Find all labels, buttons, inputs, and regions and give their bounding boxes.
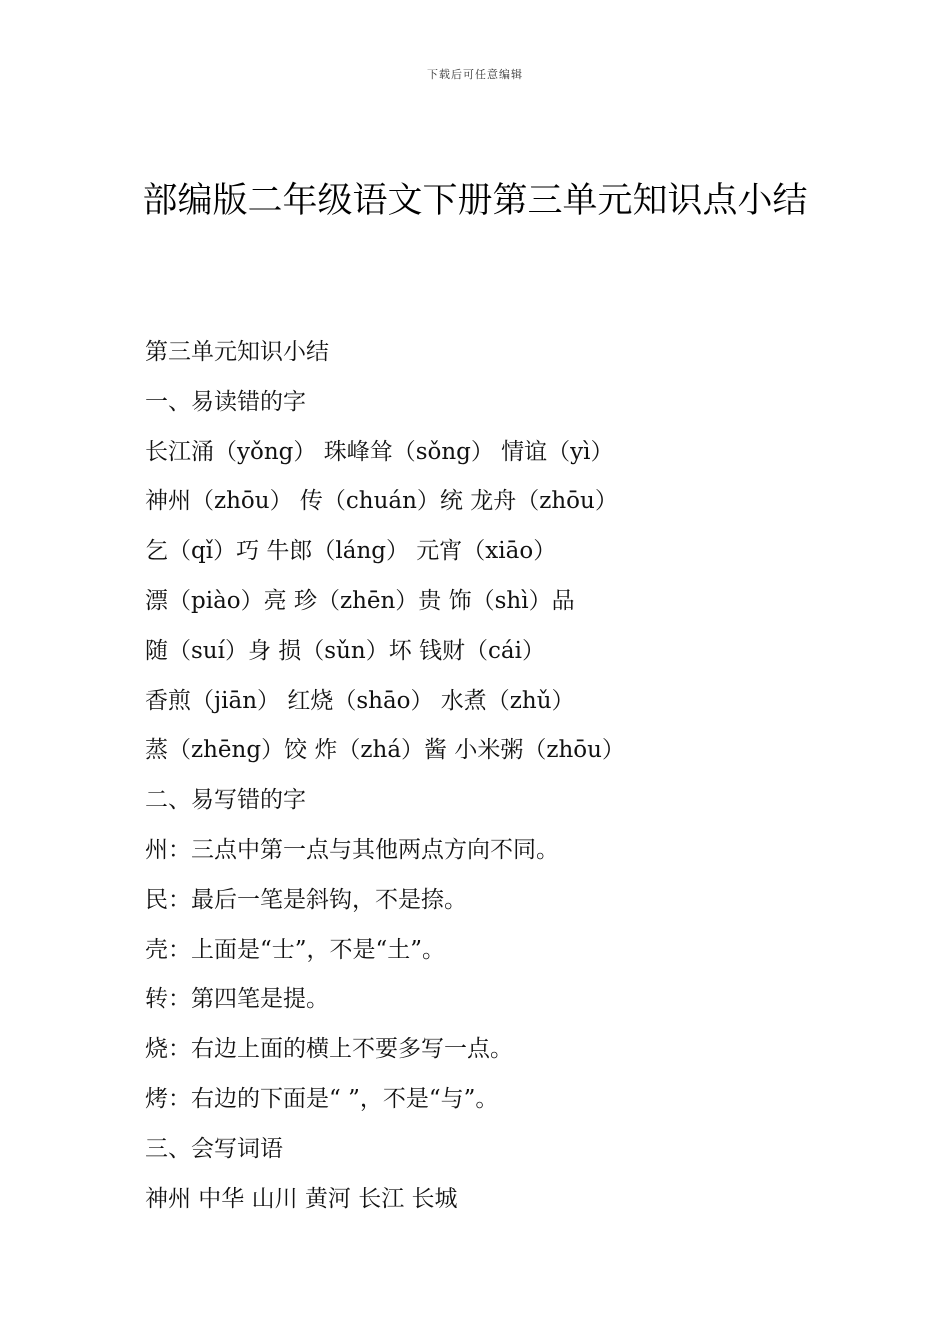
writing-tip-line: 州：三点中第一点与其他两点方向不同。 [145, 836, 559, 863]
section-heading-summary: 第三单元知识小结 [145, 339, 329, 365]
document-title: 部编版二年级语文下册第三单元知识点小结 [142, 181, 808, 221]
section-heading-vocabulary: 三、会写词语 [145, 1135, 283, 1162]
vocabulary-line: 神州 中华 山川 黄河 长江 长城 [145, 1185, 458, 1212]
pinyin-line: 随（suí）身 损（sǔn）坏 钱财（cái） [145, 637, 545, 664]
writing-tip-line: 壳：上面是“士”，不是“土”。 [145, 936, 446, 963]
writing-tip-line: 烧：右边上面的横上不要多写一点。 [145, 1036, 513, 1063]
pinyin-line: 香煎（jiān） 红烧（shāo） 水煮（zhǔ） [145, 687, 575, 714]
pinyin-line: 漂（piào）亮 珍（zhēn）贵 饰（shì）品 [145, 587, 575, 614]
writing-tip-line: 烤：右边的下面是“ ”，不是“与”。 [145, 1085, 499, 1112]
writing-tip-line: 转：第四笔是提。 [145, 986, 329, 1013]
section-heading-misread-characters: 一、易读错的字 [145, 388, 306, 415]
writing-tip-line: 民：最后一笔是斜钩，不是捺。 [145, 886, 467, 913]
pinyin-line: 乞（qǐ）巧 牛郎（láng） 元宵（xiāo） [145, 538, 557, 565]
document-body [145, 328, 845, 1224]
header-note: 下载后可任意编辑 [427, 68, 523, 81]
pinyin-line: 长江涌（yǒng） 珠峰耸（sǒng） 情谊（yì） [145, 438, 614, 465]
pinyin-line: 蒸（zhēng）饺 炸（zhá）酱 小米粥（zhōu） [145, 737, 625, 764]
pinyin-line: 神州（zhōu） 传（chuán）统 龙舟（zhōu） [145, 488, 618, 515]
section-heading-miswritten-characters: 二、易写错的字 [145, 787, 306, 814]
